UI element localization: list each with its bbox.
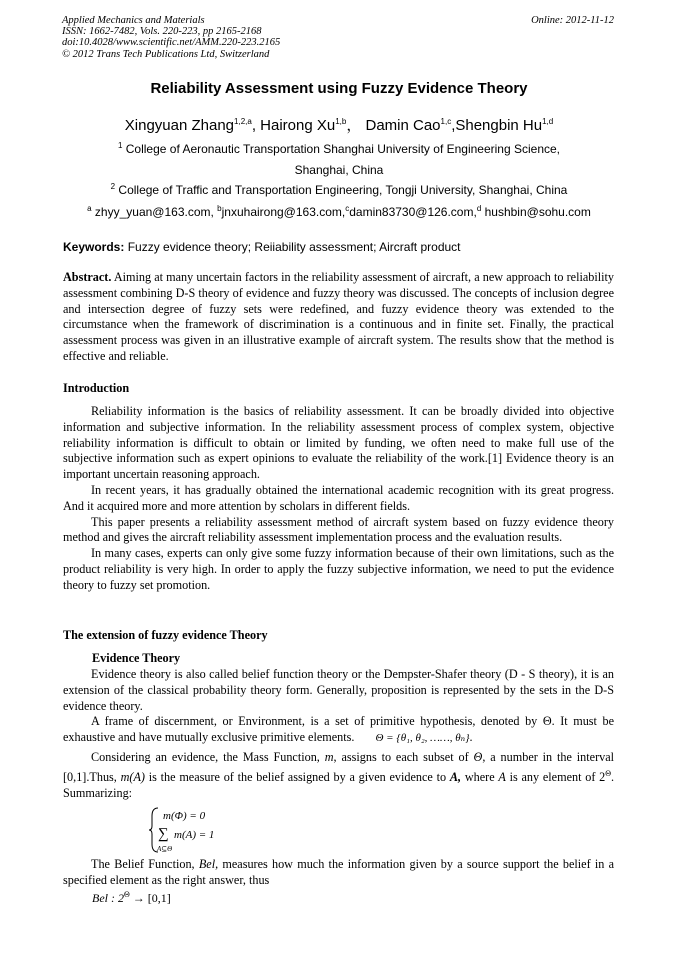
paper-title: Reliability Assessment using Fuzzy Evidence Theory	[150, 80, 528, 97]
author-list	[0, 114, 678, 135]
text-span: measures how much the information given by a source support the belief in a specified element as the right answer, thus	[63, 857, 615, 887]
affiliation-2	[0, 183, 678, 197]
formula-text: m(Φ) = 0	[163, 810, 206, 822]
intro-paragraph-1: Reliability information is the basics of reliability assessment. It can be broadly divided into objective information and subjective information. In the reliability assessment process of complex system, objective reliability information is difficult to obtain or limited by funding, we often need to make full use of the subjective information such as expert opinions to evaluate the reliability of the work.[1] Evidence theory is an important uncertain reasoning approach.	[63, 404, 614, 482]
math-interval: [0,1]	[63, 769, 87, 784]
introduction-body	[63, 404, 614, 594]
math-A: A,	[449, 769, 462, 784]
belief-function-formula	[92, 890, 171, 906]
email-link[interactable]: damin83730@126.com,	[349, 205, 477, 219]
evidence-paragraph-2-text: A frame of discernment, or Environment, is a set of primitive hypothesis, denoted by Θ. It must be exhaustive and have mutually exclusive primitive elements.	[63, 714, 614, 745]
keywords-label: Keywords:	[63, 240, 125, 254]
copyright-line: © 2012 Trans Tech Publications Ltd, Switzerland	[62, 48, 270, 60]
abstract-text: Aiming at many uncertain factors in the reliability assessment of aircraft, a new approach to reliability assessment combining D-S theory of evidence and fuzzy theory was discussed. The concepts of inclusion degree and intersection degree of fuzzy sets were redefined, and fuzzy evidence theory was extended to the circumstance when the framework of discrimination is a continuous and in finite set. Finally, the practical assessment process was given in an illustrative example of aircraft system. The results show that the method is effective and reliable.	[63, 270, 614, 363]
math-theta: Θ	[473, 749, 483, 764]
author-affil-sup: 1,b	[335, 117, 347, 126]
author-affil-sup: 1,d	[542, 117, 554, 126]
email-sup: b	[217, 204, 222, 213]
text-span: , a number in the interval	[482, 749, 615, 764]
author-affil-sup: 1,c	[440, 117, 452, 126]
intro-paragraph-4: In many cases, experts can only give some fuzzy information because of their own limitations, such as the product reliability is very high. In order to apply the fuzzy subjective information, we need to put the evidence theory to fuzzy set promotion.	[63, 546, 614, 592]
author-affil-sup: 1,2,a	[234, 117, 252, 126]
math-A: A	[498, 769, 506, 784]
affiliation-text: College of Traffic and Transportation Engineering, Tongji University, Shanghai, China	[115, 183, 568, 197]
evidence-paragraph-1: Evidence theory is also called belief function theory or the Dempster-Shafer theory (D - S theory), it is an extension of the classical probability theory form. Generally, proposition is represented by the sets in the D-S evidence theory.	[63, 667, 614, 713]
formula-text: m(A) = 1	[174, 829, 215, 841]
doi-line[interactable]: doi:10.4028/www.scientific.net/AMM.220-223.2165	[62, 37, 281, 49]
author-emails	[0, 205, 678, 219]
email-link[interactable]: zhyy_yuan@163.com,	[91, 205, 218, 219]
text-span: where	[464, 769, 495, 784]
formula-line-1	[163, 810, 205, 822]
evidence-theory-subheading: Evidence Theory	[92, 651, 181, 665]
author-name: ， Damin Cao	[346, 117, 441, 134]
formula-text: Bel : 2	[92, 891, 124, 905]
keywords-line	[63, 240, 461, 254]
text-span: The Belief Function,	[91, 857, 195, 871]
affiliation-1-city: Shanghai, China	[294, 163, 384, 177]
email-link[interactable]: jnxuhairong@163.com,	[221, 205, 346, 219]
math-m: m	[324, 749, 334, 764]
evidence-theory-body	[63, 667, 614, 801]
evidence-paragraph-3	[63, 750, 614, 801]
math-bel: Bel,	[198, 857, 219, 871]
author-name: , Hairong Xu	[251, 117, 336, 134]
text-span: is any element of 2	[509, 769, 606, 784]
author-name: Xingyuan Zhang	[124, 117, 235, 134]
email-link[interactable]: hushbin@sohu.com	[481, 205, 591, 219]
affiliation-text: College of Aeronautic Transportation Shanghai University of Engineering Science,	[122, 142, 561, 156]
sum-symbol: ∑	[158, 826, 169, 842]
intro-paragraph-2: In recent years, it has gradually obtained the international academic recognition with its great progress. And it acquired more and more attention by scholars in different fields.	[63, 482, 614, 513]
affiliation-number: 2	[110, 182, 116, 191]
abstract-label: Abstract.	[63, 270, 112, 284]
frame-formula: Θ = {θ₁, θ₂, ……, θₙ}	[375, 732, 470, 745]
issn-line: ISSN: 1662-7482, Vols. 220-223, pp 2165-2168	[62, 26, 262, 38]
evidence-paragraph-2	[63, 714, 614, 747]
online-date: Online: 2012-11-12	[531, 15, 614, 26]
journal-header	[62, 15, 280, 60]
sum-subscript: A⊆Θ	[157, 845, 173, 853]
text-span: Considering an evidence, the Mass Function,	[91, 749, 320, 764]
belief-function-body	[63, 857, 614, 889]
keywords-text: Fuzzy evidence theory; Reiiability assessment; Aircraft product	[124, 240, 461, 254]
extension-heading: The extension of fuzzy evidence Theory	[63, 628, 268, 642]
text-span: .Thus,	[86, 769, 117, 784]
text-span: . Summarizing:	[63, 769, 615, 800]
text-span: , assigns to each subset of	[333, 749, 469, 764]
text-span: is the measure of the belief assigned by a given evidence to	[148, 769, 447, 784]
period: .	[469, 730, 473, 745]
affiliation-number: 1	[117, 141, 123, 150]
formula-line-2	[174, 829, 214, 841]
math-sup: Θ	[605, 768, 612, 778]
affiliation-1	[0, 142, 678, 156]
belief-paragraph	[63, 857, 614, 889]
abstract-section	[63, 270, 614, 365]
email-sup: c	[345, 204, 350, 213]
journal-name: Applied Mechanics and Materials	[62, 15, 205, 26]
email-sup: a	[87, 204, 92, 213]
math-mA: m(A)	[120, 769, 145, 784]
formula-text: → [0,1]	[129, 891, 171, 905]
author-name: ,Shengbin Hu	[451, 117, 543, 134]
math-sup: Θ	[124, 890, 130, 899]
introduction-heading: Introduction	[63, 381, 130, 395]
email-sup: d	[476, 204, 482, 213]
intro-paragraph-3: This paper presents a reliability assessment method of aircraft system based on fuzzy evidence theory method and gives the aircraft reliability assessment implementation process and the evaluation results.	[63, 514, 614, 545]
